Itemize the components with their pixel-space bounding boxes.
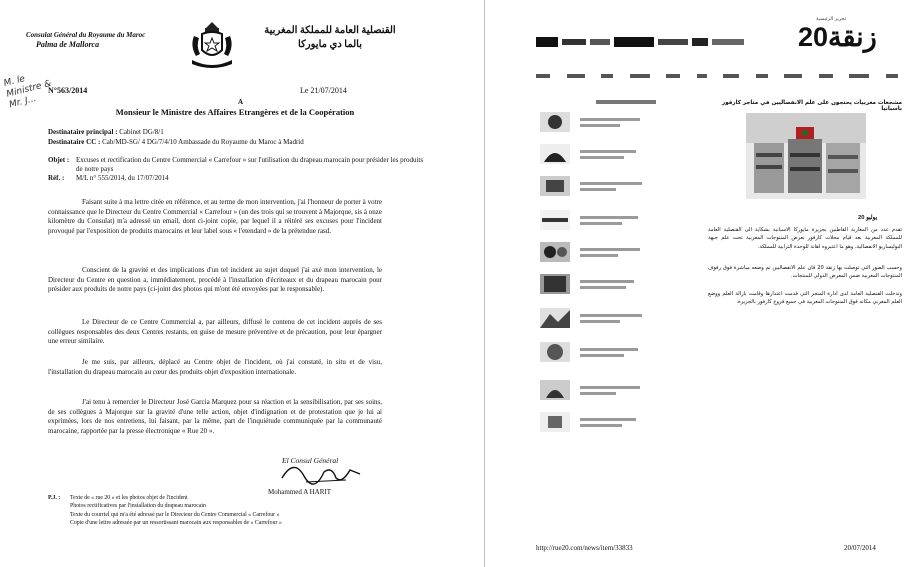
nav-item[interactable] <box>756 74 768 78</box>
moroccan-coat-of-arms-icon <box>188 20 236 72</box>
related-article-item[interactable] <box>540 210 652 230</box>
nav-item[interactable] <box>886 74 898 78</box>
attachments-block <box>48 494 388 528</box>
letterhead-arabic-line2: بالما دي مايوركا <box>298 39 362 50</box>
article-date: 20 يوليو <box>858 215 878 221</box>
letter-paragraph: J'ai tenu à remercier le Directeur José Garcia Marquez pour sa réaction et la sensibilisation, par ses soins, de ses collègues à Majorque sur la gravité d'une telle action, objet d'indignation et de protestation que je lui ai exprimées, lors de nos entretiens, lui faisant, par la même, part de l'inquiétude communiquée par la communauté marocaine, rapportée par la presse électronique « Rue 20 ». <box>48 398 382 435</box>
related-title-line <box>580 248 640 251</box>
site-topline: تحرير الرئيسية <box>816 16 847 22</box>
site-logo[interactable]: زنقة20 <box>798 22 877 52</box>
addressee: Monsieur le Ministre des Affaires Etrangères et de la Coopération <box>115 107 355 117</box>
dest-principal-value: Cabinet DG/8/1 <box>119 128 164 136</box>
related-title-line <box>580 118 640 121</box>
signature-title: El Consul Général <box>282 456 339 465</box>
related-title-line <box>580 314 642 317</box>
recipients-block <box>48 127 428 147</box>
sidebar-heading <box>596 100 656 104</box>
related-thumbnail <box>540 308 570 328</box>
related-article-item[interactable] <box>540 242 652 262</box>
nav-item[interactable] <box>819 74 833 78</box>
letterhead-french-line2: Palma de Mallorca <box>36 40 100 49</box>
letter-paragraph: Je me suis, par ailleurs, déplacé au Centre objet de l'incident, où j'ai constaté, in situ et de visu, l'installation du drapeau marocain au cœur des produits objet d'exposition internationale. <box>48 358 382 376</box>
related-article-item[interactable] <box>540 176 652 196</box>
pj-line: Photos rectificatives par l'installation du drapeau marocain <box>70 503 206 510</box>
news-article-printout <box>486 0 914 567</box>
related-title-line <box>580 424 622 427</box>
related-thumbnail <box>540 210 570 230</box>
nav-item[interactable] <box>849 74 869 78</box>
nav-item[interactable] <box>784 74 802 78</box>
dest-cc-value: Cab/MD-SG/ 4 DG/7/4/10 Ambassade du Royaume du Maroc à Madrid <box>102 138 304 146</box>
related-title-line <box>580 124 620 127</box>
article-photo <box>746 113 866 199</box>
related-article-item[interactable] <box>540 144 652 164</box>
article-paragraph: وتدخلت القنصلية العامة لدى ادارة المتجر التي قدمت اعتذارها وقامت بازالة العلم ووضع العلم المغربي مكانه فوق المنتوجات المغربية في جميع فروع كارفور بالجزيرة. <box>708 291 902 306</box>
article-paragraph: وحسب الصور التي توصلت بها زنقة 20 فان علم الانفصاليين تم وضعه مباشرة فوق رفوف المنتوجات المغربية ضمن المعرض الدولي للمنتجات. <box>708 265 902 280</box>
article-headline: مشجعات مغربيات يحتجون على علم الانفصاليين في متاجر كارفور باسبانيا <box>722 100 902 112</box>
ref-text: M/L n° 555/2014, du 17/07/2014 <box>76 174 169 182</box>
subject-block <box>48 156 428 183</box>
nav-item[interactable] <box>697 74 707 78</box>
letterhead-arabic-line1: القنصلية العامة للمملكة المغربية <box>264 25 396 36</box>
related-thumbnail <box>540 144 570 164</box>
related-title-line <box>580 182 642 185</box>
letter-paragraph: Faisant suite à ma lettre citée en référence, et au terme de mon intervention, j'ai l'honneur de porter à votre connaissance que le Directeur du Centre Commercial « Carrefour » (un des trois qui se trouvent à Majorque, sis à onze kilomètre du Consulat) m'a adressé un email, dont ci-joint copie, par lequel il a réitéré ses excuses pour l'incident provoqué par l'exposition de produits marocains et leur label sous « l'etendard » de la prétendue rasd. <box>48 198 382 235</box>
pj-label: P.J. : <box>48 495 61 501</box>
article-paragraph: تقدم عدد من المغاربة القاطنين بجزيرة مايوركا الاسبانية بشكاية الى القنصلية العامة للمملكة المغربية بعد قيام محلات كارفور بعرض المنتوجات المغربية تحت علم جبهة البوليساريو الانفصالية، وهو ما اعتبروه اهانة للوحدة الترابية للمملكة. <box>708 227 902 250</box>
related-thumbnail <box>540 112 570 132</box>
dest-cc-label: Destinataire CC : <box>48 138 101 146</box>
related-title-line <box>580 254 618 257</box>
related-thumbnail <box>540 412 570 432</box>
related-article-item[interactable] <box>540 342 652 362</box>
site-navigation-bar[interactable] <box>536 72 898 80</box>
addressee-prefix: A <box>238 98 244 106</box>
related-thumbnail <box>540 342 570 362</box>
related-title-line <box>580 386 640 389</box>
pj-line: Texte de « rue 20 » et les photos objet de l'incident <box>70 495 188 501</box>
related-title-line <box>580 150 636 153</box>
nav-item[interactable] <box>536 74 550 78</box>
objet-text: Excuses et rectification du Centre Commercial « Carrefour » sur l'utilisation du drapeau marocain pour présider les produits de notre pays <box>76 156 424 173</box>
related-article-item[interactable] <box>540 274 652 294</box>
print-date: 20/07/2014 <box>844 544 876 552</box>
handwritten-annotation: M. le Ministre & Mr. J... <box>2 74 53 111</box>
page-divider <box>484 0 485 567</box>
related-title-line <box>580 286 626 289</box>
related-title-line <box>580 156 624 159</box>
pj-line: Texte du courriel qui m'a été adressé par le Directeur du Centre Commercial « Carrefour » <box>70 511 280 518</box>
letterhead-french <box>26 30 186 50</box>
related-title-line <box>580 320 620 323</box>
related-title-line <box>580 222 622 225</box>
related-thumbnail <box>540 242 570 262</box>
related-article-item[interactable] <box>540 412 652 432</box>
letter-paragraph: Le Directeur de ce Centre Commercial a, par ailleurs, diffusé le contenu de cet incident auprès de ses collègues responsables des deux Centres restants, en guise de mesure préventive et de précaution, pour leur épargner une erreur similaire. <box>48 318 382 346</box>
related-title-line <box>580 188 616 191</box>
related-title-line <box>580 348 638 351</box>
page-url[interactable]: http://rue20.com/news/item/33833 <box>536 544 633 552</box>
related-thumbnail <box>540 176 570 196</box>
related-title-line <box>580 216 638 219</box>
nav-item[interactable] <box>630 74 650 78</box>
related-article-item[interactable] <box>540 308 652 328</box>
dest-principal-label: Destinataire principal : <box>48 128 118 136</box>
header-banner-image <box>536 34 746 50</box>
related-article-item[interactable] <box>540 112 652 132</box>
letterhead-arabic <box>260 24 400 52</box>
letter-reference-number: N°563/2014 <box>48 86 88 95</box>
pj-line: Copie d'une lettre adressée par un ressortissant marocain aux responsables de « Carrefour » <box>70 520 282 527</box>
objet-label: Objet : <box>48 156 70 164</box>
related-thumbnail <box>540 274 570 294</box>
related-title-line <box>580 418 636 421</box>
signature-name: Mohammed A HARIT <box>268 488 331 496</box>
related-thumbnail <box>540 380 570 400</box>
nav-item[interactable] <box>666 74 680 78</box>
ref-label: Réf. : <box>48 174 65 182</box>
nav-item[interactable] <box>723 74 739 78</box>
nav-item[interactable] <box>567 74 585 78</box>
letter-date: Le 21/07/2014 <box>300 86 347 95</box>
related-title-line <box>580 392 616 395</box>
related-title-line <box>580 354 624 357</box>
nav-item[interactable] <box>601 74 613 78</box>
related-article-item[interactable] <box>540 380 652 400</box>
letter-paragraph: Conscient de la gravité et des implications d'un tel incident au sujet duquel j'ai axé mon intervention, le Directeur du Centre en question a, immédiatement, procédé à l'installation d'écriteaux et du drapeau marocain pour présider aux produits de notre pays (ci-joint des photos qui m'ont été envoyées par le responsable). <box>48 266 382 294</box>
related-title-line <box>580 280 634 283</box>
letterhead-french-line1: Consulat Général du Royaume du Maroc <box>26 31 146 39</box>
